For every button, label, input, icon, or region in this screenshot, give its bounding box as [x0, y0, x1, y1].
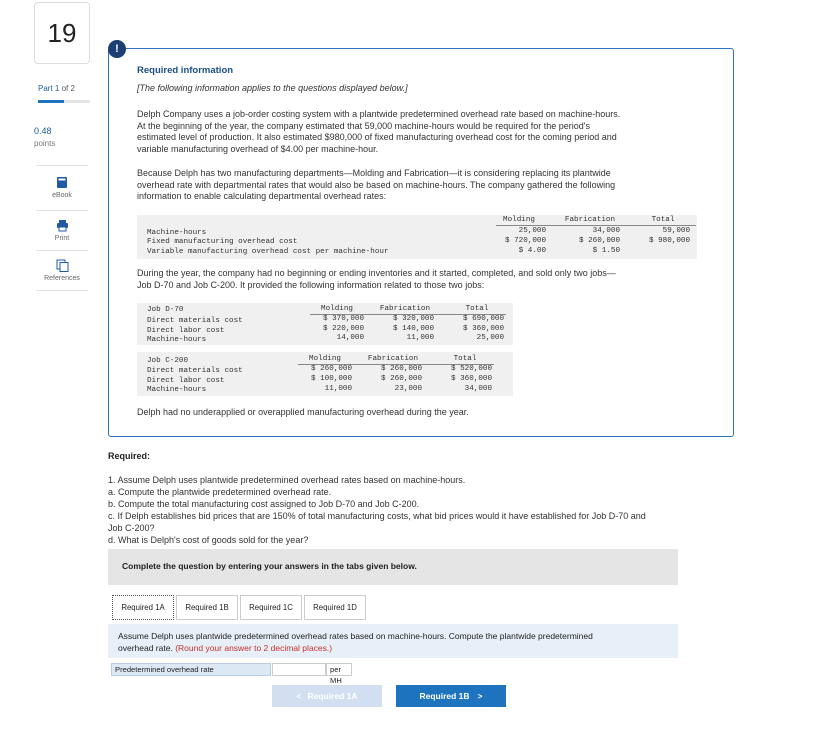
question-line: c. If Delph establishes bid prices that are 150% of total manufacturing costs, what bid prices would it have established for Job D-70 and [108, 511, 646, 521]
cell-value: $ 520,000 [450, 365, 492, 373]
chevron-left-icon: < [296, 691, 302, 701]
row-label: Machine-hours [147, 229, 207, 237]
next-tab-label: Required 1B [419, 691, 470, 701]
info-paragraph-2 [137, 168, 717, 203]
points-label: points [34, 139, 56, 148]
tab-required-1c[interactable]: Required 1C [240, 595, 302, 620]
book-icon [56, 176, 68, 189]
cell-value: $ 260,000 [578, 237, 620, 245]
column-header: Molding [321, 305, 353, 313]
cell-value: $ 140,000 [392, 325, 434, 333]
row-label: Machine-hours [147, 386, 207, 394]
text-line: Job D-70 and Job C-200. It provided the following information related to those two jobs: [137, 279, 485, 290]
part-number: 1 [54, 84, 60, 93]
row-label: Direct materials cost [147, 367, 243, 375]
tab-required-1b[interactable]: Required 1B [176, 595, 238, 620]
cell-value: 25,000 [518, 227, 546, 235]
cell-value: $ 260,000 [380, 375, 422, 383]
part-progress-bar [38, 100, 90, 103]
chevron-right-icon: > [477, 691, 483, 701]
info-paragraph-4: Delph had no underapplied or overapplied manufacturing overhead during the year. [137, 407, 469, 417]
sidebar-divider [36, 210, 88, 211]
tab-prompt-box [108, 624, 678, 658]
sidebar-divider [36, 250, 88, 251]
row-label: Machine-hours [147, 336, 207, 344]
question-line: a. Compute the plantwide predetermined overhead rate. [108, 487, 332, 497]
table-header-rule [496, 225, 696, 226]
alert-icon: ! [108, 40, 126, 58]
previous-tab-button[interactable] [272, 685, 382, 707]
part-of: of 2 [61, 84, 75, 93]
text-line: estimated level of production. It also estimated $980,000 of fixed manufacturing overhead cost for the coming period and [137, 132, 617, 142]
cell-value: 23,000 [394, 385, 422, 393]
row-label: Fixed manufacturing overhead cost [147, 238, 298, 246]
answer-label: Predetermined overhead rate [111, 663, 271, 676]
info-note: [The following information applies to the questions displayed below.] [137, 83, 408, 93]
tab-prompt-line-2 [118, 643, 332, 653]
text-line: Because Delph has two manufacturing departments—Molding and Fabrication—it is considering replacing its plantwide [137, 168, 611, 178]
text-line: variable manufacturing overhead of $4.00 per machine-hour. [137, 143, 379, 154]
tab-prompt-line-1: Assume Delph uses plantwide predetermined overhead rates based on machine-hours. Compute the plantwide predetermined [118, 631, 593, 641]
tab-required-1d[interactable]: Required 1D [304, 595, 366, 620]
text-line: During the year, the company had no beginning or ending inventories and it started, completed, and sold only two jobs— [137, 268, 616, 278]
job-title: Job C-200 [147, 357, 189, 365]
column-header: Fabrication [564, 216, 616, 224]
text-line: overhead rate with departmental rates that would also be based on machine-hours. The company gathered the following [137, 179, 616, 190]
cell-value: $ 260,000 [380, 365, 422, 373]
cell-value: $ 220,000 [322, 325, 364, 333]
column-header: Fabrication [379, 305, 431, 313]
text-line: At the beginning of the year, the company estimated that 59,000 machine-hours would be required for the period's [137, 120, 591, 131]
references-label: References [44, 275, 80, 282]
ebook-label: eBook [52, 192, 72, 199]
cell-value: $ 260,000 [310, 365, 352, 373]
cell-value: 11,000 [324, 385, 352, 393]
part-label: Part [38, 84, 53, 93]
cell-value: $ 720,000 [504, 237, 546, 245]
column-header: Molding [503, 216, 535, 224]
text-line: information to enable calculating departmental overhead rates: [137, 191, 387, 201]
info-paragraph-1 [137, 109, 717, 155]
next-tab-button[interactable] [396, 685, 506, 707]
tab-prompt-text: overhead rate. [118, 643, 173, 653]
part-indicator [38, 84, 75, 93]
column-header: Fabrication [367, 355, 419, 363]
row-label: Direct labor cost [147, 327, 225, 335]
cell-value: $ 360,000 [450, 375, 492, 383]
column-header: Total [651, 216, 675, 224]
overhead-rate-input[interactable] [272, 663, 326, 676]
required-information-heading: Required information [137, 65, 234, 76]
ebook-button[interactable] [36, 176, 88, 199]
question-line: 1. Assume Delph uses plantwide predetermined overhead rates based on machine-hours. [108, 475, 466, 485]
question-line: d. What is Delph's cost of goods sold for the year? [108, 535, 309, 545]
column-header: Total [465, 305, 489, 313]
cell-value: $ 100,000 [310, 375, 352, 383]
cell-value: 25,000 [476, 334, 504, 342]
cell-value: $ 1.50 [592, 247, 620, 255]
cell-value: 59,000 [662, 227, 690, 235]
sidebar-divider [36, 290, 88, 291]
cell-value: $ 370,000 [322, 315, 364, 323]
rounding-note: (Round your answer to 2 decimal places.) [175, 643, 333, 653]
printer-icon [56, 219, 69, 232]
column-header: Molding [309, 355, 341, 363]
cell-value: $ 690,000 [462, 315, 504, 323]
cell-value: 34,000 [464, 385, 492, 393]
required-heading: Required: [108, 451, 151, 461]
cell-value: 14,000 [336, 334, 364, 342]
cell-value: 34,000 [592, 227, 620, 235]
cell-value: 11,000 [406, 334, 434, 342]
row-label: Direct materials cost [147, 317, 243, 325]
job-title: Job D-70 [147, 306, 184, 314]
info-paragraph-3 [137, 268, 717, 291]
previous-tab-label: Required 1A [307, 691, 358, 701]
print-button[interactable] [36, 219, 88, 242]
cell-value: $ 320,000 [392, 315, 434, 323]
cell-value: $ 4.00 [518, 247, 546, 255]
answer-unit: per MH [326, 663, 352, 676]
question-line: b. Compute the total manufacturing cost assigned to Job D-70 and Job C-200. [108, 499, 420, 509]
references-button[interactable] [36, 259, 88, 282]
instruction-text: Complete the question by entering your answers in the tabs given below. [122, 561, 417, 571]
sidebar-divider [36, 165, 88, 166]
references-icon [56, 259, 69, 272]
points-value: 0.48 [34, 126, 52, 136]
question-number: 19 [34, 2, 90, 64]
row-label: Direct labor cost [147, 377, 225, 385]
cell-value: $ 980,000 [648, 237, 690, 245]
cell-value: $ 360,000 [462, 325, 504, 333]
column-header: Total [453, 355, 477, 363]
part-progress-fill [38, 100, 64, 103]
instruction-box [108, 549, 678, 585]
row-label: Variable manufacturing overhead cost per machine-hour [147, 248, 389, 256]
tab-required-1a[interactable]: Required 1A [112, 595, 174, 620]
print-label: Print [54, 235, 70, 242]
text-line: Delph Company uses a job-order costing system with a plantwide predetermined overhead rate based on machine-hours. [137, 109, 621, 119]
question-line: Job C-200? [108, 523, 155, 533]
